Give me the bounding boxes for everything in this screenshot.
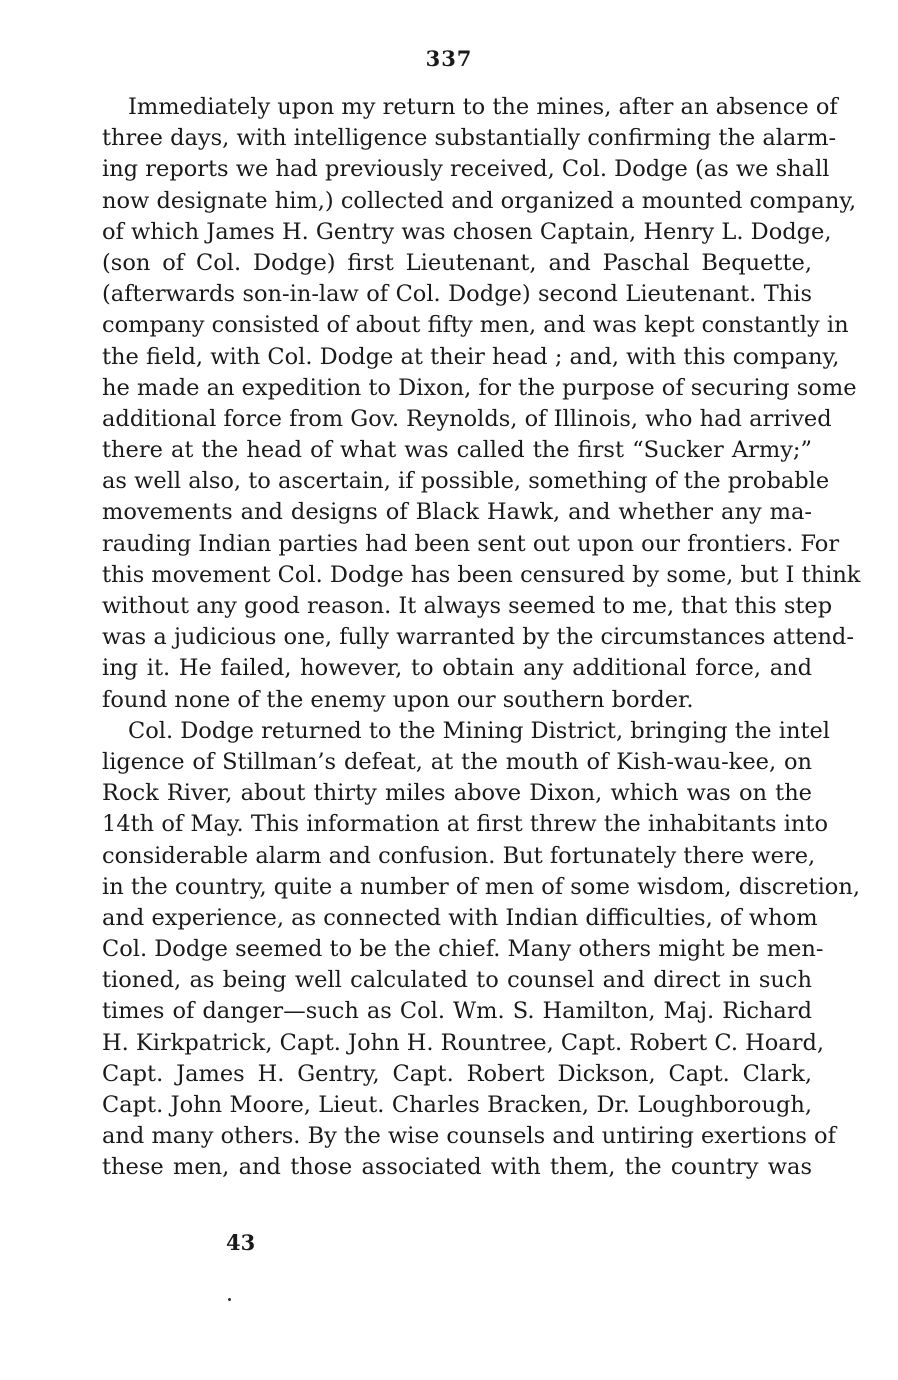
text-line: Rock River, about thirty miles above Dixon, which was on the [102,780,812,807]
text-line: Immediately upon my return to the mines, after an absence of [128,94,838,120]
text-line: found none of the enemy upon our southern border. [102,686,694,713]
text-line: (son of Col. Dodge) first Lieutenant, and Paschal Bequette, [102,249,812,276]
page-number: 337 [425,46,473,71]
text-line: times of danger—such as Col. Wm. S. Hamilton, Maj. Richard [102,998,812,1025]
text-line: three days, with intelligence substantially confirming the alarm- [102,125,837,152]
text-line: Col. Dodge seemed to be the chief. Many others might be men- [102,936,824,963]
text-line: tioned, as being well calculated to counsel and direct in such [102,967,812,994]
text-line: Capt. John Moore, Lieut. Charles Bracken, Dr. Loughborough, [102,1092,812,1118]
text-line: Col. Dodge returned to the Mining District, bringing the intel [128,717,831,744]
text-line: considerable alarm and confusion. But fortunately there were, [102,842,816,869]
text-line: company consisted of about fifty men, and was kept constantly in [102,312,849,339]
print-speck [228,1298,231,1301]
text-line: (afterwards son-in-law of Col. Dodge) second Lieutenant. This [102,281,812,308]
text-line: and many others. By the wise counsels and untiring exertions of [102,1123,836,1150]
text-line: movements and designs of Black Hawk, and whether any ma- [102,499,812,526]
text-line: 14th of May. This information at first threw the inhabitants into [102,811,828,838]
text-line: there at the head of what was called the first “Sucker Army;” [102,437,812,464]
text-line: this movement Col. Dodge has been censured by some, but I think [102,561,861,588]
text-line: of which James H. Gentry was chosen Captain, Henry L. Dodge, [102,218,832,245]
text-line: H. Kirkpatrick, Capt. John H. Rountree, Capt. Robert C. Hoard, [102,1029,825,1056]
text-line: without any good reason. It always seemed to me, that this step [102,593,833,619]
text-line: the field, with Col. Dodge at their head ; and, with this company, [102,343,840,370]
text-line: ligence of Stillman’s defeat, at the mouth of Kish-wau-kee, on [102,748,812,775]
text-line: rauding Indian parties had been sent out upon our frontiers. For [102,530,840,557]
text-line: in the country, quite a number of men of some wisdom, discretion, [102,873,860,900]
text-line: ing reports we had previously received, Col. Dodge (as we shall [102,156,830,183]
signature-mark: 43 [226,1230,256,1255]
text-line: and experience, as connected with Indian difficulties, of whom [102,904,818,931]
text-line: ing it. He failed, however, to obtain any additional force, and [102,655,812,682]
text-line: these men, and those associated with them, the country was [102,1154,812,1181]
text-line: was a judicious one, fully warranted by the circumstances attend- [102,624,854,651]
text-line: as well also, to ascertain, if possible, something of the probable [102,468,830,495]
text-line: additional force from Gov. Reynolds, of Illinois, who had arrived [102,405,832,432]
text-line: he made an expedition to Dixon, for the purpose of securing some [102,374,857,401]
text-line: now designate him,) collected and organized a mounted company, [102,187,857,214]
body-text [102,92,861,1184]
text-line: Capt. James H. Gentry, Capt. Robert Dickson, Capt. Clark, [102,1060,812,1087]
